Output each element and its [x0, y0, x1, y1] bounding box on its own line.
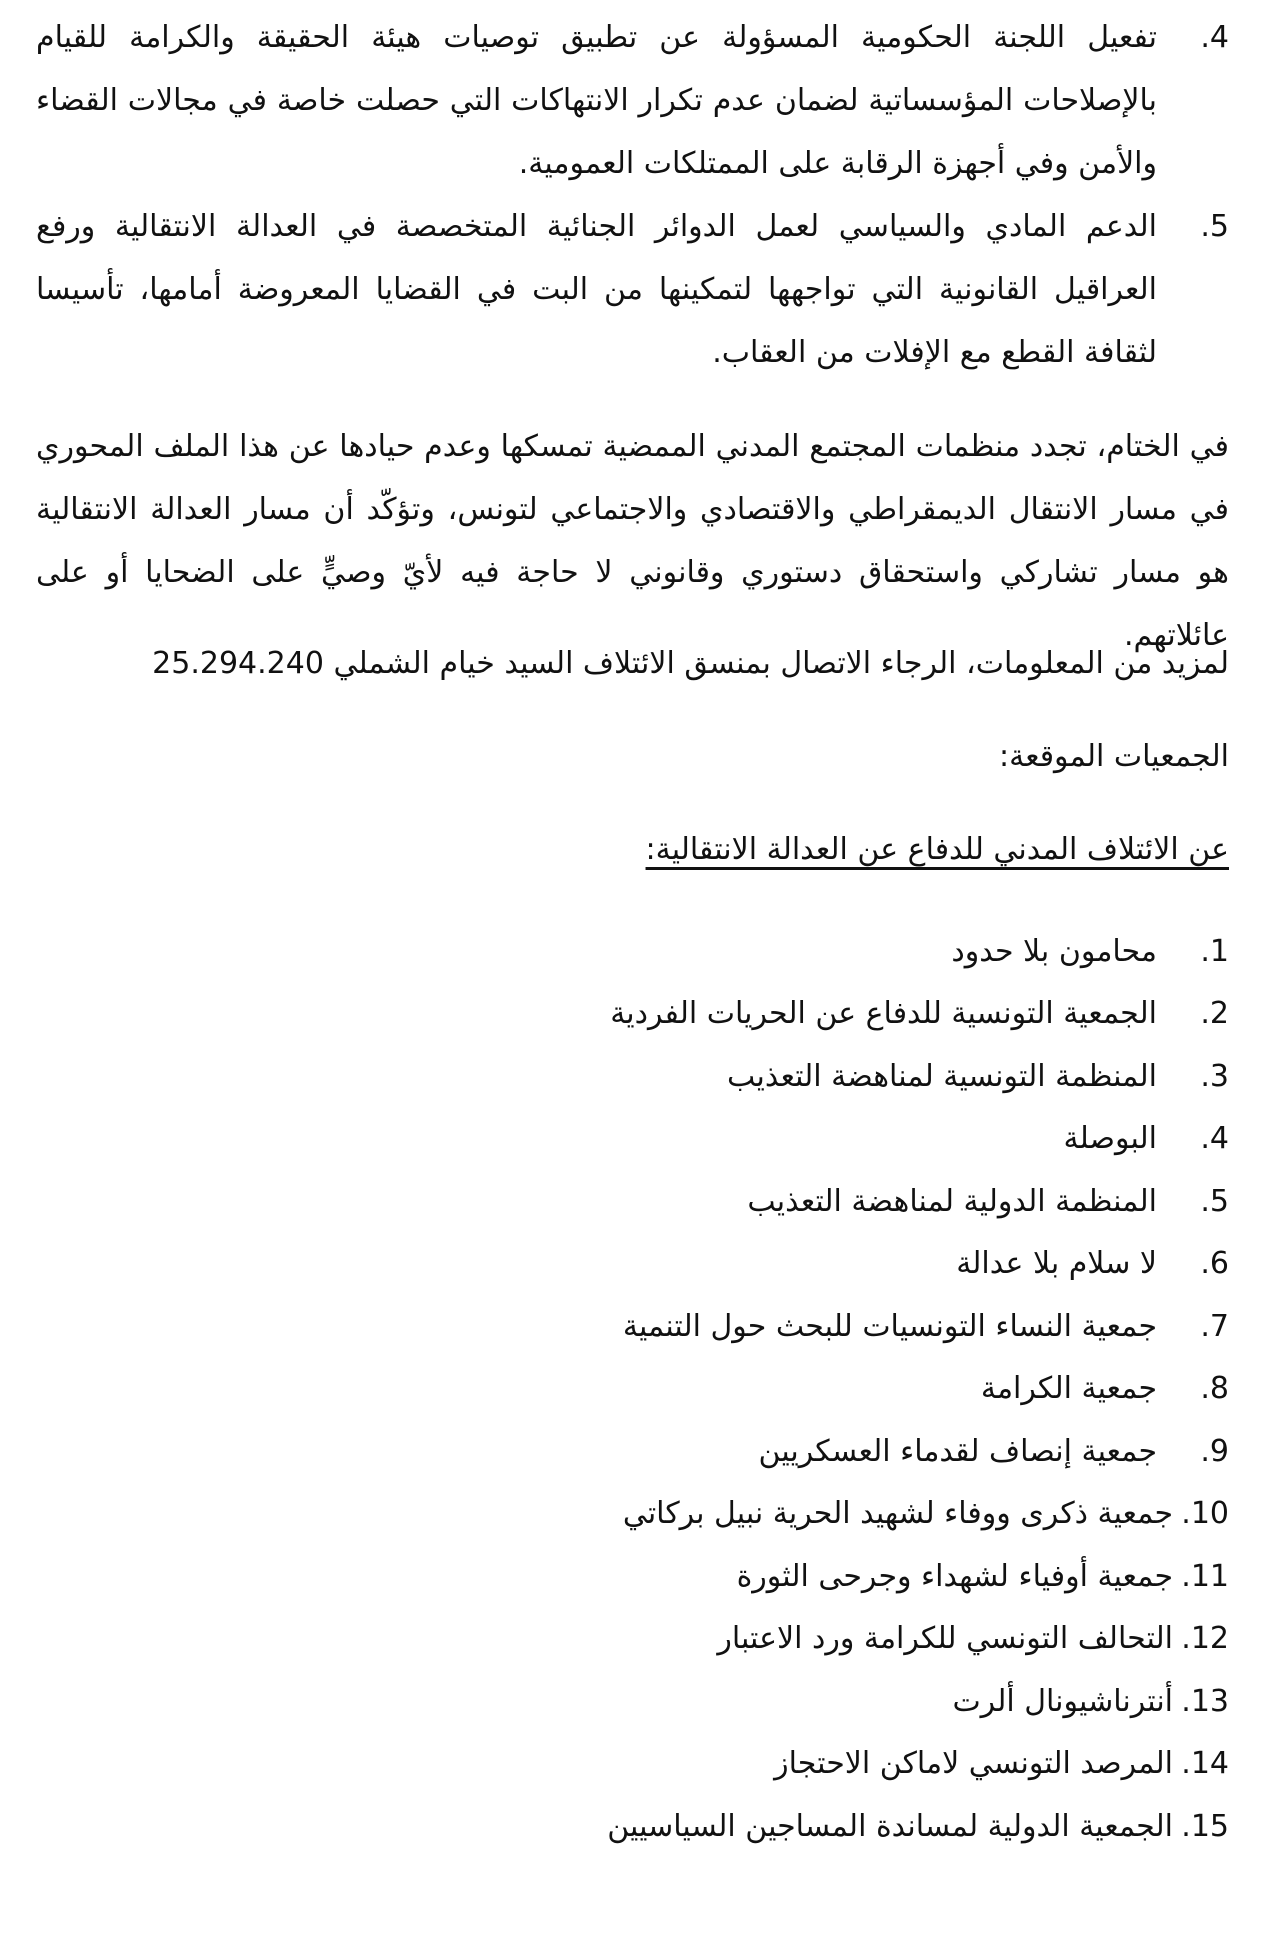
organization-number: 5.	[1200, 1183, 1229, 1219]
organization-name: جمعية أوفياء لشهداء وجرحى الثورة	[736, 1558, 1173, 1594]
organization-item	[36, 1733, 1229, 1796]
organization-number: 7.	[1200, 1308, 1229, 1344]
organization-item	[36, 1108, 1229, 1171]
contact-line: لمزيد من المعلومات، الرجاء الاتصال بمنسق الائتلاف السيد خيام الشملي 25.294.240	[152, 646, 1229, 681]
organization-number: 14.	[1181, 1746, 1229, 1782]
organization-number: 9.	[1200, 1433, 1229, 1469]
organization-item	[36, 1670, 1229, 1733]
organization-number: 6.	[1200, 1246, 1229, 1282]
organization-name: لا سلام بلا عدالة	[956, 1246, 1157, 1282]
organization-name: المنظمة التونسية لمناهضة التعذيب	[727, 1058, 1157, 1094]
organization-item	[36, 1170, 1229, 1233]
organization-item	[36, 1420, 1229, 1483]
organization-number: 8.	[1200, 1371, 1229, 1407]
organization-item	[36, 1233, 1229, 1296]
organization-item	[36, 1483, 1229, 1546]
organization-number: 13.	[1181, 1683, 1229, 1719]
organization-number: 10.	[1181, 1496, 1229, 1532]
recommendation-text: الدعم المادي والسياسي لعمل الدوائر الجنائية المتخصصة في العدالة الانتقالية ورفع العراقيل القانونية التي تواجهها لتمكينها من البت في القضايا المعروضة أمامها، تأسيسا لثقافة القطع مع الإفلات من العقاب.	[36, 209, 1157, 370]
organization-item	[36, 1608, 1229, 1671]
organization-name: جمعية النساء التونسيات للبحث حول التنمية	[622, 1308, 1157, 1344]
signatories-label: الجمعيات الموقعة:	[999, 739, 1229, 774]
organization-name: أنترناشيونال ألرت	[952, 1683, 1173, 1719]
organization-item	[36, 1795, 1229, 1858]
organization-name: التحالف التونسي للكرامة ورد الاعتبار	[717, 1621, 1173, 1657]
organization-name: المرصد التونسي لاماكن الاحتجاز	[774, 1746, 1173, 1782]
organization-number: 15.	[1181, 1808, 1229, 1844]
organization-name: الجمعية الدولية لمساندة المساجين السياسيين	[607, 1808, 1173, 1844]
organization-item	[36, 1358, 1229, 1421]
organization-name: المنظمة الدولية لمناهضة التعذيب	[747, 1183, 1157, 1219]
organization-name: الجمعية التونسية للدفاع عن الحريات الفردية	[610, 996, 1157, 1032]
organization-name: محامون بلا حدود	[951, 933, 1157, 969]
recommendation-text: تفعيل اللجنة الحكومية المسؤولة عن تطبيق توصيات هيئة الحقيقة والكرامة للقيام بالإصلاحات المؤسساتية لضمان عدم تكرار الانتهاكات التي حصلت خاصة في مجالات القضاء والأمن وفي أجهزة الرقابة على الممتلكات العمومية.	[36, 20, 1157, 181]
recommendation-number: 5.	[1200, 209, 1229, 244]
closing-paragraph: في الختام، تجدد منظمات المجتمع المدني الممضية تمسكها وعدم حيادها عن هذا الملف المحوري في مسار الانتقال الديمقراطي والاقتصادي والاجتماعي لتونس، وتؤكّد أن مسار العدالة الانتقالية هو مسار تشاركي واستحقاق دستوري وقانوني لا حاجة فيه لأيّ وصيٍّ على الضحايا أو على عائلاتهم.	[36, 429, 1229, 653]
organization-item	[36, 983, 1229, 1046]
organization-name: جمعية إنصاف لقدماء العسكريين	[758, 1433, 1157, 1469]
organizations-list	[36, 920, 1229, 1858]
organization-name: جمعية الكرامة	[980, 1371, 1157, 1407]
organization-number: 11.	[1181, 1558, 1229, 1594]
organization-item	[36, 1295, 1229, 1358]
organization-number: 1.	[1200, 933, 1229, 969]
recommendation-item	[36, 6, 1229, 195]
organization-number: 2.	[1200, 996, 1229, 1032]
organization-item	[36, 1045, 1229, 1108]
recommendations-list	[36, 6, 1229, 384]
coalition-heading: عن الائتلاف المدني للدفاع عن العدالة الانتقالية:	[645, 832, 1229, 867]
recommendation-item	[36, 195, 1229, 384]
organization-number: 3.	[1200, 1058, 1229, 1094]
organization-name: جمعية ذكرى ووفاء لشهيد الحرية نبيل بركاتي	[622, 1496, 1173, 1532]
organization-number: 4.	[1200, 1121, 1229, 1157]
organization-number: 12.	[1181, 1621, 1229, 1657]
organization-name: البوصلة	[1063, 1121, 1157, 1157]
recommendation-number: 4.	[1200, 20, 1229, 55]
organization-item	[36, 920, 1229, 983]
organization-item	[36, 1545, 1229, 1608]
